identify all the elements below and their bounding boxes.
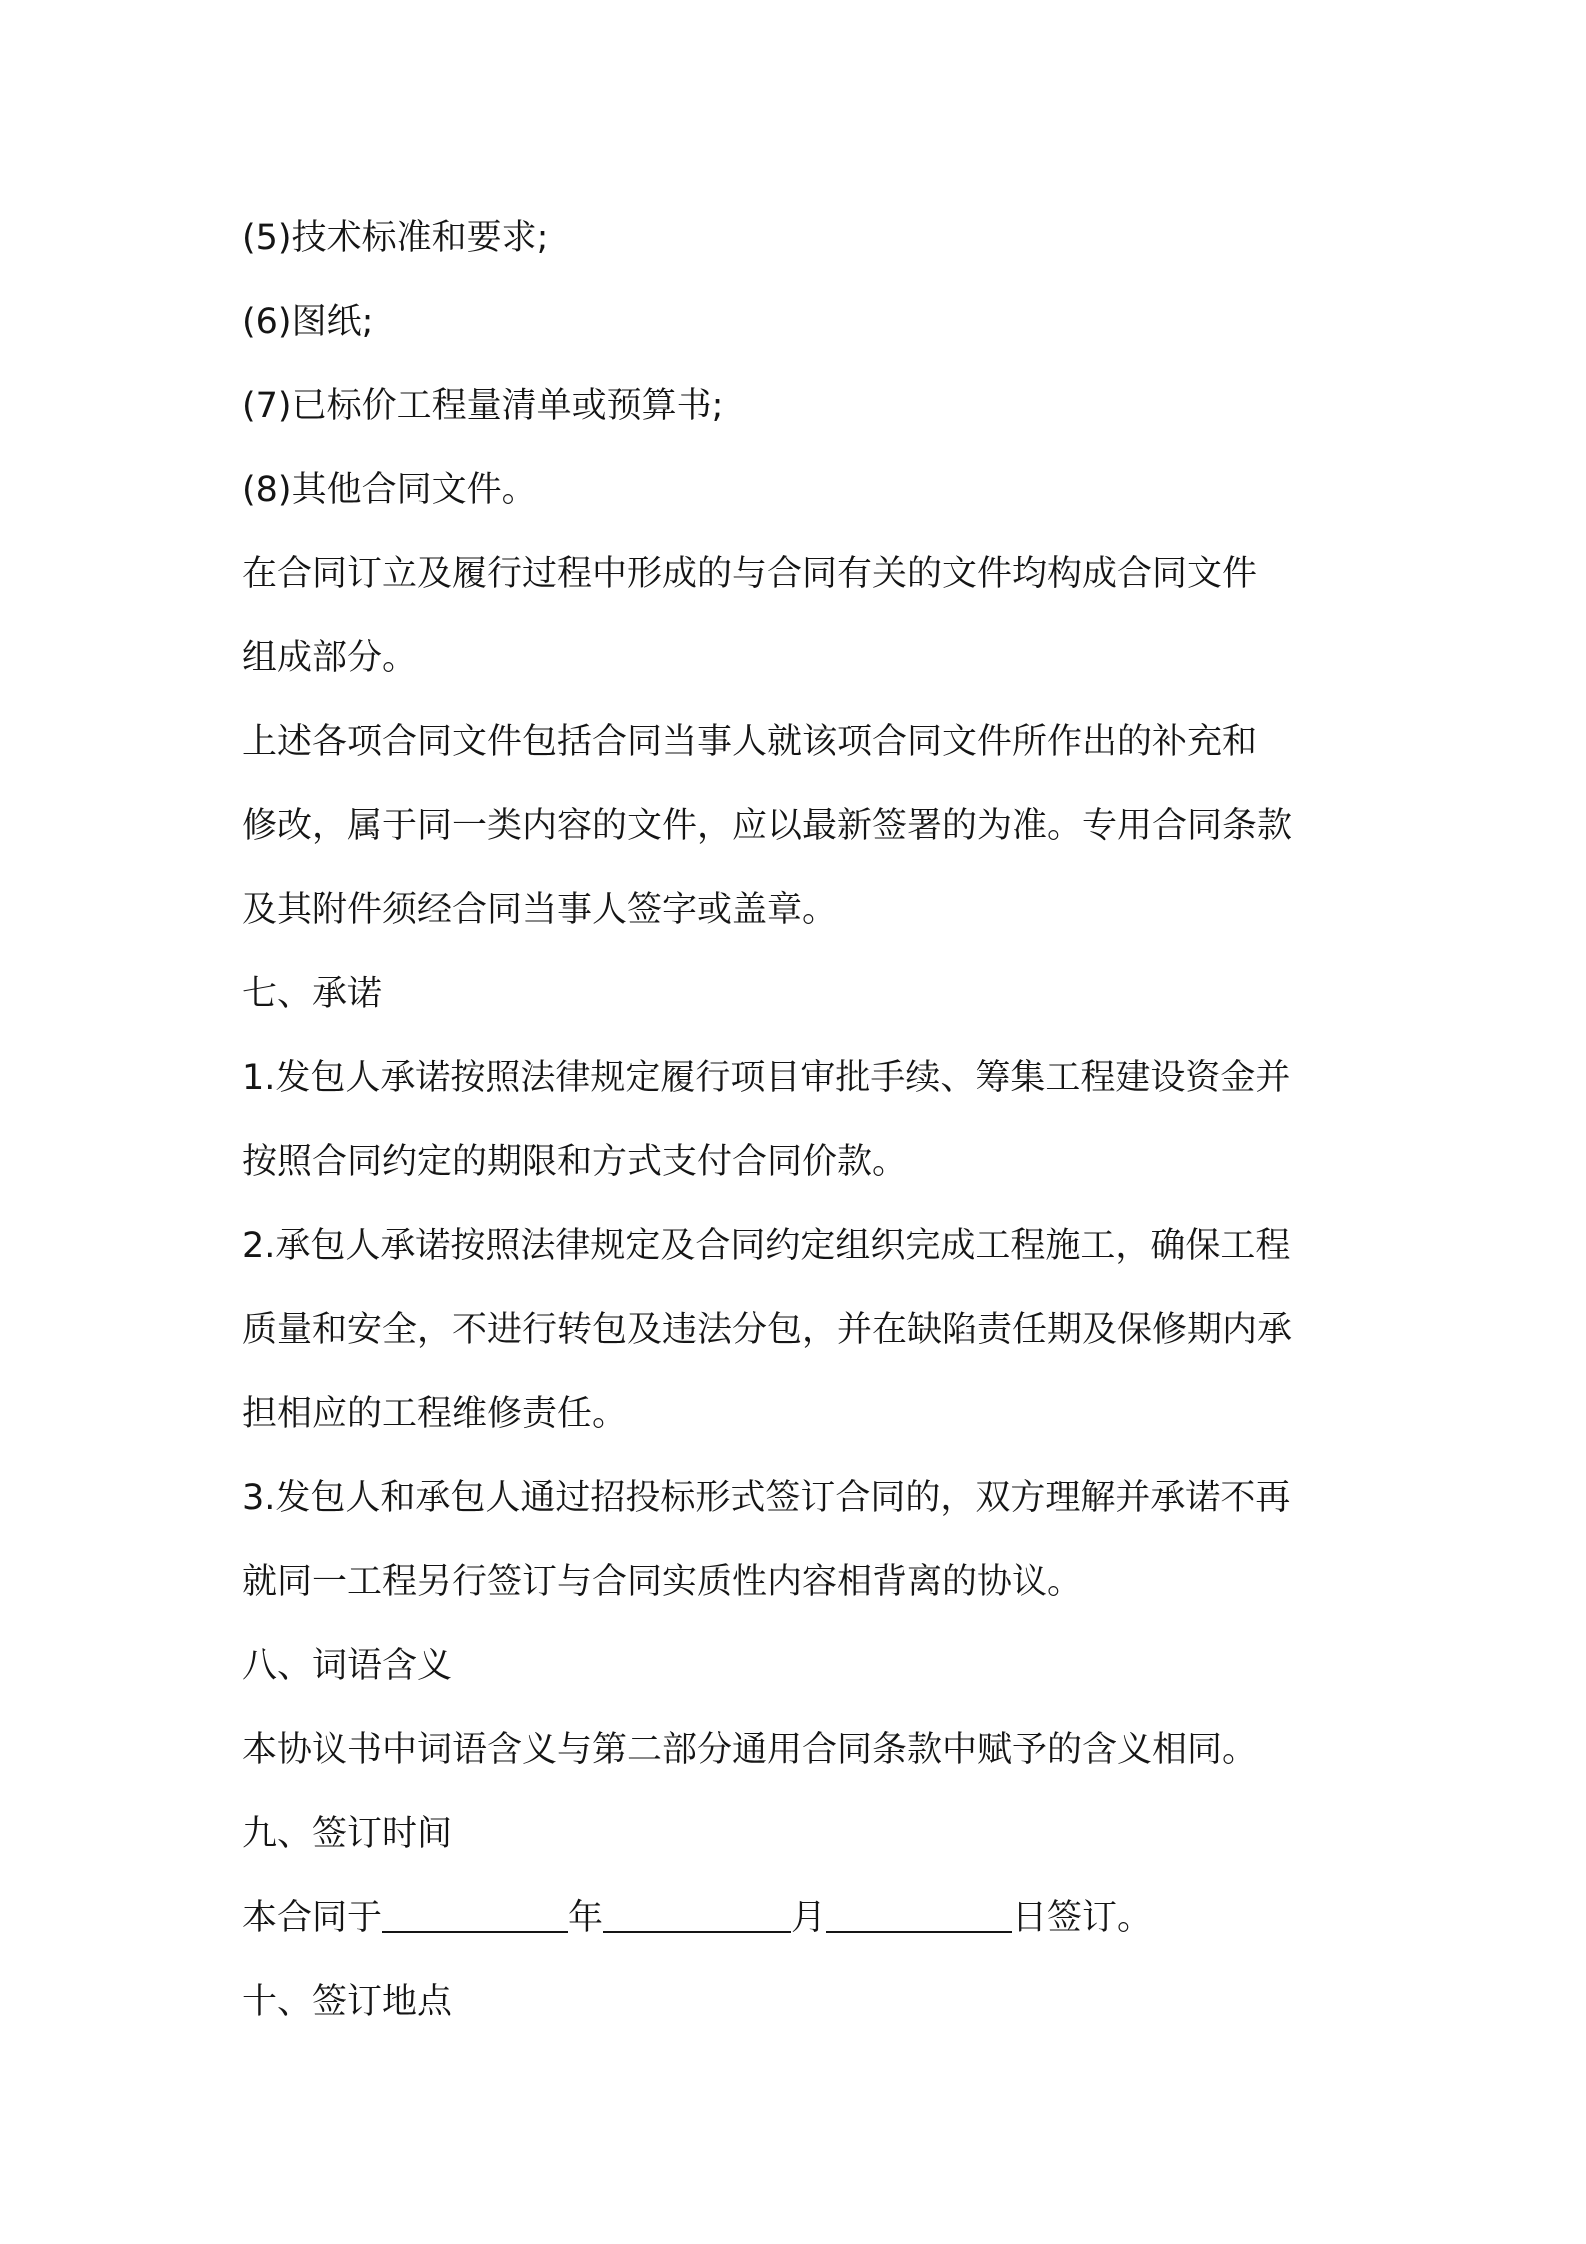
day-blank-field[interactable]	[826, 1901, 1012, 1933]
paragraph-supplements-line-3: 及其附件须经合同当事人签字或盖章。	[242, 890, 838, 930]
item-8-other-documents: (8)其他合同文件。	[242, 470, 537, 510]
item-6-drawings: (6)图纸;	[242, 302, 374, 342]
commitment-3-line-1: 3.发包人和承包人通过招投标形式签订合同的，双方理解并承诺不再	[242, 1478, 1291, 1518]
section-heading-signing-time: 九、签订时间	[242, 1814, 453, 1854]
year-blank-field[interactable]	[382, 1901, 568, 1933]
paragraph-supplements-line-2: 修改，属于同一类内容的文件，应以最新签署的为准。专用合同条款	[242, 806, 1293, 846]
commitment-1-line-2: 按照合同约定的期限和方式支付合同价款。	[242, 1142, 908, 1182]
document-body	[242, 196, 1362, 2044]
signing-date-suffix: 日签订。	[1012, 1898, 1153, 1938]
signing-date-month-label: 月	[791, 1898, 827, 1938]
item-7-priced-bill: (7)已标价工程量清单或预算书;	[242, 386, 724, 426]
section-heading-commitments: 七、承诺	[242, 974, 383, 1014]
section-heading-definitions: 八、词语含义	[242, 1646, 453, 1686]
paragraph-contract-documents-line-2: 组成部分。	[242, 638, 418, 678]
commitment-2-line-1: 2.承包人承诺按照法律规定及合同约定组织完成工程施工，确保工程	[242, 1226, 1291, 1266]
signing-date-year-label: 年	[568, 1898, 604, 1938]
commitment-3-line-2: 就同一工程另行签订与合同实质性内容相背离的协议。	[242, 1562, 1083, 1602]
signing-date-prefix: 本合同于	[242, 1898, 383, 1938]
month-blank-field[interactable]	[603, 1901, 791, 1933]
commitment-2-line-2: 质量和安全，不进行转包及违法分包，并在缺陷责任期及保修期内承	[242, 1310, 1293, 1350]
item-5-technical-standards: (5)技术标准和要求;	[242, 218, 549, 258]
commitment-1-line-1: 1.发包人承诺按照法律规定履行项目审批手续、筹集工程建设资金并	[242, 1058, 1291, 1098]
paragraph-supplements-line-1: 上述各项合同文件包括合同当事人就该项合同文件所作出的补充和	[242, 722, 1258, 762]
signing-date-line	[242, 1876, 1362, 1960]
definitions-paragraph: 本协议书中词语含义与第二部分通用合同条款中赋予的含义相同。	[242, 1730, 1258, 1770]
paragraph-contract-documents-line-1: 在合同订立及履行过程中形成的与合同有关的文件均构成合同文件	[242, 554, 1258, 594]
commitment-2-line-3: 担相应的工程维修责任。	[242, 1394, 628, 1434]
section-heading-signing-place: 十、签订地点	[242, 1982, 453, 2022]
